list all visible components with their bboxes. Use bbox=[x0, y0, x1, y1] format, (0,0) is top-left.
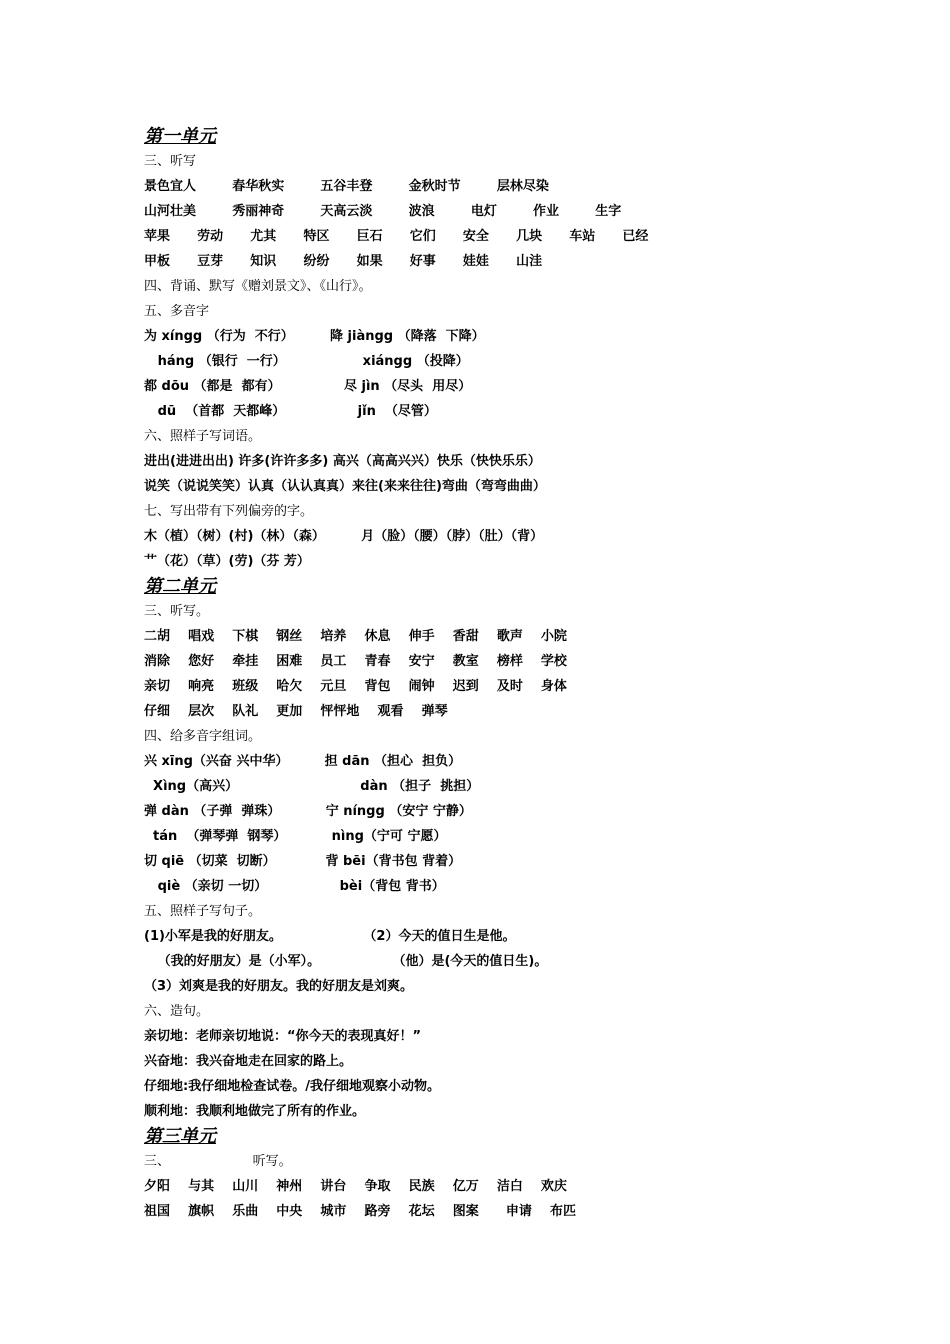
unit1-section bbox=[144, 124, 844, 574]
content-line: 消除 您好 牵挂 困难 员工 青春 安宁 教室 榜样 学校 bbox=[144, 654, 567, 669]
content-line: 亲切地：老师亲切地说：“你今天的表现真好！” bbox=[144, 1029, 422, 1044]
unit2-lines bbox=[144, 599, 844, 1124]
content-line: 祖国 旗帜 乐曲 中央 城市 路旁 花坛 图案 申请 布匹 bbox=[144, 1204, 576, 1219]
section-heading: 四、背诵、默写《赠刘景文》、《山行》。 bbox=[144, 279, 372, 294]
unit3-lines bbox=[144, 1149, 844, 1224]
unit1-lines bbox=[144, 149, 844, 574]
section-heading: 七、写出带有下列偏旁的字。 bbox=[144, 504, 314, 519]
content-line: 进出(进进出出) 许多(许许多多) 高兴（高高兴兴）快乐（快快乐乐） bbox=[144, 454, 541, 469]
unit-title: 第三单元 bbox=[144, 1126, 216, 1147]
document-page bbox=[144, 124, 844, 1224]
section-heading: 三、 听写。 bbox=[144, 1154, 292, 1169]
content-line: 兴奋地：我兴奋地走在回家的路上。 bbox=[144, 1054, 353, 1069]
unit-title: 第一单元 bbox=[144, 126, 216, 147]
content-line: 仔细地:我仔细地检查试卷。/我仔细地观察小动物。 bbox=[144, 1079, 440, 1094]
section-heading: 三、听写。 bbox=[144, 604, 210, 619]
section-heading: 三、听写 bbox=[144, 154, 197, 169]
content-line: qiè （亲切 一切） bèi（背包 背书） bbox=[144, 879, 445, 894]
content-line: 艹（花）（草）(劳)（芬 芳） bbox=[144, 554, 310, 569]
content-line: 夕阳 与其 山川 神州 讲台 争取 民族 亿万 洁白 欢庆 bbox=[144, 1179, 567, 1194]
content-line: 兴 xīng（兴奋 兴中华） 担 dān （担心 担负） bbox=[144, 754, 462, 769]
section-heading: 六、照样子写词语。 bbox=[144, 429, 262, 444]
section-heading: 六、造句。 bbox=[144, 1004, 210, 1019]
content-line: 切 qiē （切菜 切断） 背 bēi（背书包 背着） bbox=[144, 854, 462, 869]
content-line: 二胡 唱戏 下棋 钢丝 培养 休息 伸手 香甜 歌声 小院 bbox=[144, 629, 567, 644]
content-line: 亲切 响亮 班级 哈欠 元旦 背包 闹钟 迟到 及时 身体 bbox=[144, 679, 567, 694]
content-line: dū （首都 天都峰） jǐn （尽管） bbox=[144, 404, 437, 419]
content-line: 为 xíngg （行为 不行） 降 jiàngg （降落 下降） bbox=[144, 329, 485, 344]
section-heading: 四、给多音字组词。 bbox=[144, 729, 262, 744]
content-line: 景色宜人 春华秋实 五谷丰登 金秋时节 层林尽染 bbox=[144, 179, 549, 194]
unit3-section bbox=[144, 1124, 844, 1224]
unit2-section bbox=[144, 574, 844, 1124]
content-line: 都 dōu （都是 都有） 尽 jìn （尽头 用尽） bbox=[144, 379, 472, 394]
content-line: (1)小军是我的好朋友。 （2）今天的值日生是他。 bbox=[144, 929, 516, 944]
content-line: 仔细 层次 队礼 更加 怦怦地 观看 弹琴 bbox=[144, 704, 448, 719]
content-line: （3）刘爽是我的好朋友。我的好朋友是刘爽。 bbox=[144, 979, 414, 994]
content-line: 顺利地：我顺利地做完了所有的作业。 bbox=[144, 1104, 366, 1119]
section-heading: 五、照样子写句子。 bbox=[144, 904, 262, 919]
content-line: háng （银行 一行） xiángg （投降） bbox=[144, 354, 469, 369]
content-line: tán （弹琴弹 钢琴） nìng（宁可 宁愿） bbox=[144, 829, 447, 844]
unit-title: 第二单元 bbox=[144, 576, 216, 597]
content-line: 说笑（说说笑笑）认真（认认真真）来往(来来往往)弯曲（弯弯曲曲） bbox=[144, 479, 546, 494]
content-line: 山河壮美 秀丽神奇 天高云淡 波浪 电灯 作业 生字 bbox=[144, 204, 622, 219]
section-heading: 五、多音字 bbox=[144, 304, 210, 319]
content-line: 弹 dàn （子弹 弹珠） 宁 níngg （安宁 宁静） bbox=[144, 804, 472, 819]
content-line: 苹果 劳动 尤其 特区 巨石 它们 安全 几块 车站 已经 bbox=[144, 229, 649, 244]
content-line: 木（植）（树）(村)（林）（森） 月（脸）（腰）（脖）（肚）（背） bbox=[144, 529, 544, 544]
content-line: Xìng（高兴） dàn （担子 挑担） bbox=[144, 779, 480, 794]
content-line: （我的好朋友）是（小军）。 （他）是(今天的值日生)。 bbox=[144, 954, 548, 969]
content-line: 甲板 豆芽 知识 纷纷 如果 好事 娃娃 山洼 bbox=[144, 254, 543, 269]
